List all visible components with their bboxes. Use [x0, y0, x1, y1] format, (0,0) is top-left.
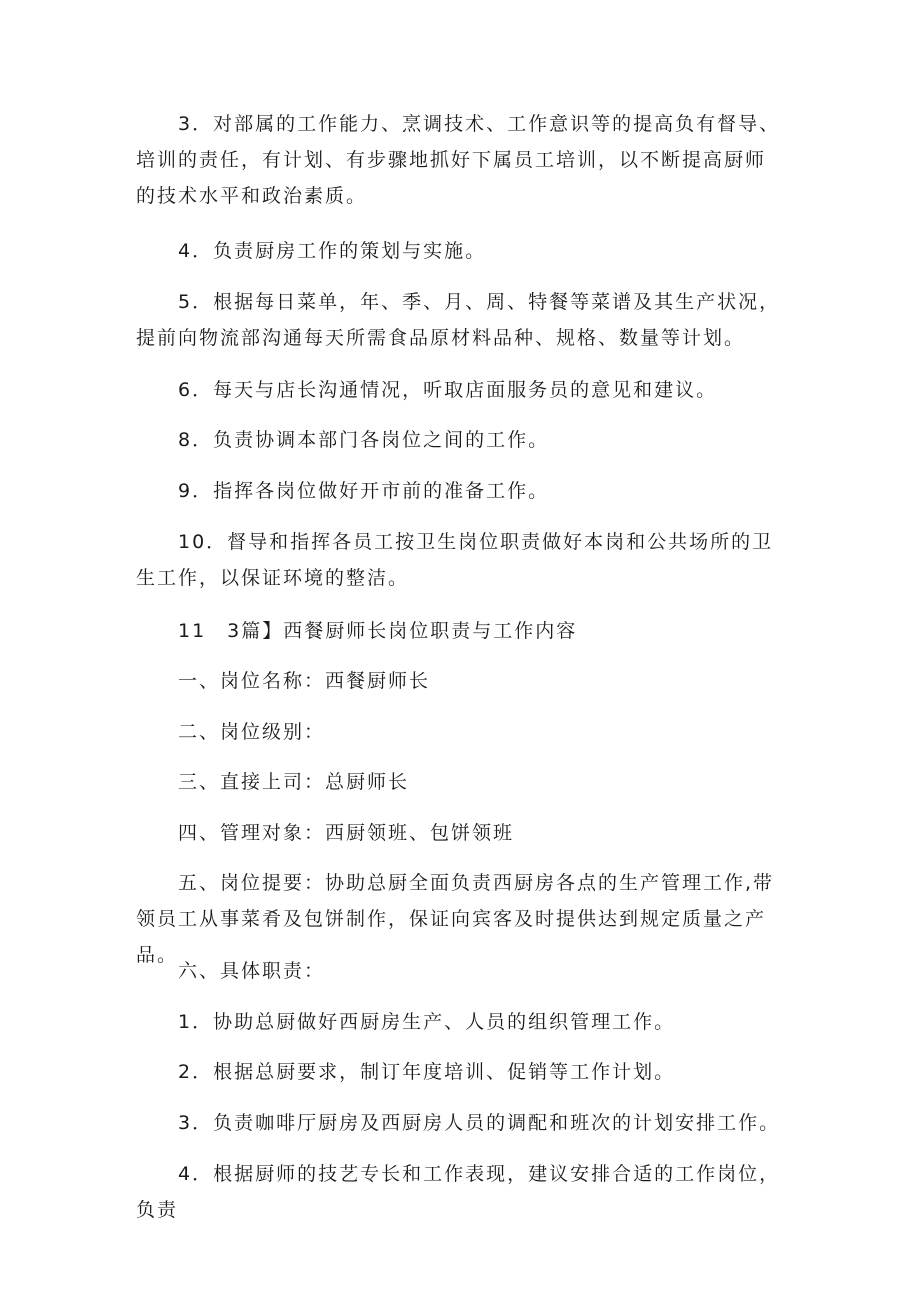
paragraph-item-8-coordination: 8．负责协调本部门各岗位之间的工作。 — [178, 429, 550, 451]
section-heading: 11 3篇】西餐厨师长岗位职责与工作内容 — [178, 620, 578, 642]
paragraph-duty-1: 1．协助总厨做好西厨房生产、人员的组织管理工作。 — [178, 1011, 676, 1033]
paragraph-item-5-procurement: 5．根据每日菜单，年、季、月、周、特餐等菜谱及其生产状况，提前向物流部沟通每天所需食品原材料品种、规格、数量等计划。 — [136, 291, 781, 349]
paragraph-managed-staff: 四、管理对象：西厨领班、包饼领班 — [178, 822, 515, 844]
paragraph-item-3-supervision: 3．对部属的工作能力、烹调技术、工作意识等的提高负有督导、培训的责任，有计划、有步骤地抓好下属员工培训，以不断提高厨师的技术水平和政治素质。 — [136, 113, 781, 207]
paragraph-duty-3: 3．负责咖啡厅厨房及西厨房人员的调配和班次的计划安排工作。 — [178, 1112, 781, 1134]
paragraph-duty-4: 4．根据厨师的技艺专长和工作表现，建议安排合适的工作岗位，负责 — [136, 1163, 781, 1221]
paragraph-item-10-hygiene: 10．督导和指挥各员工按卫生岗位职责做好本岗和公共场所的卫生工作，以保证环境的整洁。 — [136, 531, 774, 589]
paragraph-item-6-communication: 6．每天与店长沟通情况，听取店面服务员的意见和建议。 — [178, 379, 718, 401]
paragraph-duty-2: 2．根据总厨要求，制订年度培训、促销等工作计划。 — [178, 1061, 676, 1083]
paragraph-position-name: 一、岗位名称：西餐厨师长 — [178, 670, 431, 692]
paragraph-item-4-planning: 4．负责厨房工作的策划与实施。 — [178, 240, 487, 262]
paragraph-position-summary: 五、岗位提要：协助总厨全面负责西厨房各点的生产管理工作,带领员工从事菜肴及包饼制作，保证向宾客及时提供达到规定质量之产品。 — [136, 872, 775, 966]
paragraph-duties-heading: 六、具体职责： — [178, 960, 326, 982]
paragraph-item-9-preparation: 9．指挥各岗位做好开市前的准备工作。 — [178, 480, 550, 502]
paragraph-direct-supervisor: 三、直接上司：总厨师长 — [178, 771, 410, 793]
paragraph-position-level: 二、岗位级别： — [178, 721, 326, 743]
